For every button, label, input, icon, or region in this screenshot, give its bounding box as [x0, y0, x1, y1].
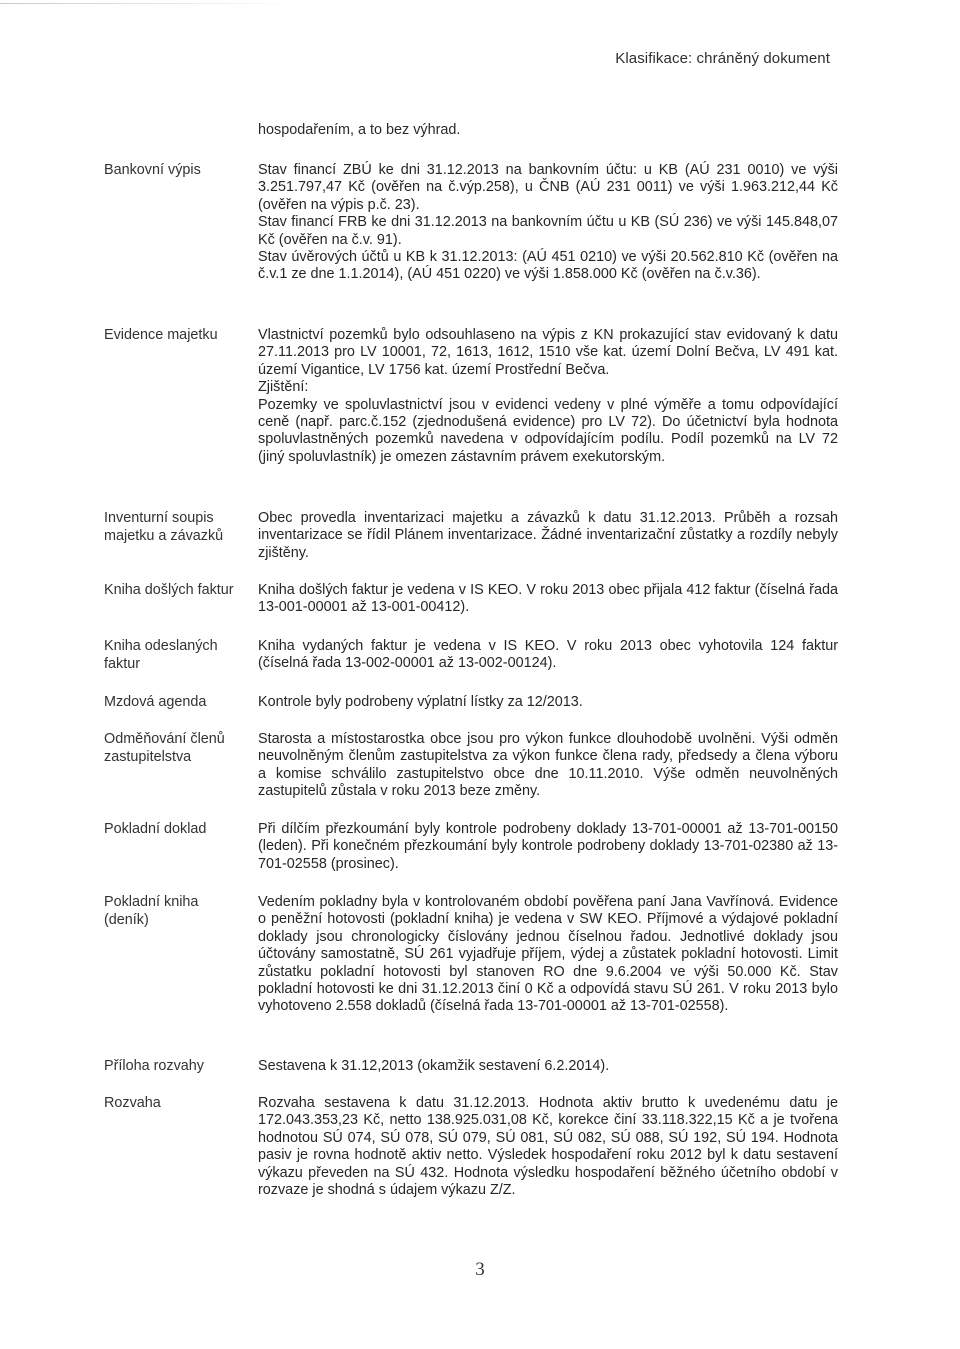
section-label: Kniha odeslaných faktur [104, 638, 218, 672]
paragraph: Rozvaha sestavena k datu 31.12.2013. Hodnota aktiv brutto k uvedenému datu je 172.043.353,23 Kč, netto 138.925.031,08 Kč, korekce činí 33.118.322,15 Kč a je tvořena hodnotou SÚ 074, SÚ 078, SÚ 079, SÚ 081, SÚ 082, SÚ 088, SÚ 192, SÚ 194. Hodnota pasiv je rovna hodnotě aktiv netto. Výsledek hospodaření roku 2012 byl k datu sestavení výkazu převeden na SÚ 432. Hodnota výsledku hospodaření běžného účetního období v rozvaze je shodná s údajem výkazu Z/Z. [258, 1095, 838, 1199]
section-body [258, 731, 838, 801]
paragraph: Obec provedla inventarizaci majetku a závazků k datu 31.12.2013. Průběh a rozsah inventarizace se řídil Plánem inventarizace. Žádné inventarizační zůstatky a rozdíly nebyly zjištěny. [258, 510, 838, 561]
scan-top-edge [0, 3, 300, 4]
classification-header: Klasifikace: chráněný dokument [615, 50, 830, 67]
section-label: Pokladní doklad [104, 821, 207, 837]
paragraph: Při dílčím přezkoumání byly kontrole podrobeny doklady 13-701-00001 až 13-701-00150 (leden). Při konečném přezkoumání byly kontrole podrobeny doklady 13-701-02380 až 13-701-02558 (prosinec). [258, 821, 838, 872]
paragraph: Stav financí FRB ke dni 31.12.2013 na bankovním účtu u KB (SÚ 236) ve výši 145.848,07 Kč (ověřen na č.v. 91). [258, 214, 838, 248]
section-body [258, 162, 838, 284]
section-label: Inventurní soupis majetku a závazků [104, 510, 224, 544]
continuation-text: hospodařením, a to bez výhrad. [258, 122, 461, 138]
paragraph: Vedením pokladny byla v kontrolovaném období pověřena paní Jana Vavřínová. Evidence o peněžní hotovosti (pokladní kniha) je vedena v SW KEO. Příjmové a výdajové pokladní doklady jsou chronologicky číslovány jednou číselnou řadou. Jednotlivé doklady jsou účtovány samostatně, SÚ 261 vyjadřuje příjem, výdej a zůstatek pokladní hotovosti. Limit zůstatku pokladní hotovosti byl stanoven RO dne 9.6.2004 ve výši 50.000 Kč. Stav pokladní hotovosti ke dni 31.12.2013 činí 0 Kč a odpovídá stavu SÚ 261. V roku 2013 bylo vyhotoveno 2.558 dokladů (číselná řada 13-701-00001 až 13-701-02558). [258, 894, 838, 1015]
paragraph: Starosta a místostarostka obce jsou pro výkon funkce dlouhodobě uvolněni. Výši odměn neuvolněným členům zastupitelstva za výkon funkce člena rady, předsedy a člena výboru a komise schválilo zastupitelstvo obce dne 10.11.2010. Výše odměn neuvolněných zastupitelů zůstala v roku 2013 beze změny. [258, 731, 838, 800]
paragraph: Vlastnictví pozemků bylo odsouhlaseno na výpis z KN prokazující stav evidovaný k datu 27.11.2013 pro LV 10001, 72, 1613, 1612, 1510 vše kat. území Dolní Bečva, LV 491 kat. území Vigantice, LV 1756 kat. území Prostřední Bečva. [258, 327, 838, 378]
paragraph: Pozemky ve spoluvlastnictví jsou v evidenci vedeny v plné výměře a tomu odpovídající ceně (např. parc.č.152 (zjednodušená evidence) pro LV 72). Do účetnictví byla hodnota spoluvlastněných pozemků navedena v odpovídajícím podílu. Podíl pozemků na LV 72 (jiný spoluvlastník) je omezen zástavním právem exekutorským. [258, 396, 838, 465]
section-body [258, 894, 838, 1016]
section-label: Kniha došlých faktur [104, 582, 234, 598]
section-body [258, 821, 838, 873]
paragraph: Sestavena k 31.12,2013 (okamžik sestavení 6.2.2014). [258, 1058, 610, 1074]
section-body [258, 582, 838, 617]
section-body [258, 694, 838, 711]
section-body [258, 1058, 838, 1075]
paragraph: Kontrole byly podrobeny výplatní lístky za 12/2013. [258, 694, 583, 710]
section-label: Rozvaha [104, 1095, 161, 1111]
section-label: Odměňování členů zastupitelstva [104, 731, 225, 765]
section-body [258, 638, 838, 673]
paragraph: Kniha vydaných faktur je vedena v IS KEO. V roku 2013 obec vyhotovila 124 faktur (číselná řada 13-002-00001 až 13-002-00124). [258, 638, 838, 672]
section-body [258, 510, 838, 562]
section-body [258, 327, 838, 466]
paragraph: Zjištění: [258, 379, 309, 396]
paragraph: Stav financí ZBÚ ke dni 31.12.2013 na bankovním účtu: u KB (AÚ 231 0010) ve výši 3.251.797,47 Kč (ověřen na č.výp.258), u ČNB (AÚ 231 0011) ve výši 1.963.212,44 Kč (ověřen na výpis p.č. 23). [258, 162, 838, 213]
section-label: Mzdová agenda [104, 694, 207, 710]
page-number: 3 [475, 1259, 485, 1280]
paragraph: Kniha došlých faktur je vedena v IS KEO. V roku 2013 obec přijala 412 faktur (číselná řada 13-001-00001 až 13-001-00412). [258, 582, 838, 616]
section-body [258, 1095, 838, 1199]
section-label: Pokladní kniha (deník) [104, 894, 199, 928]
section-label: Příloha rozvahy [104, 1058, 204, 1074]
section-label: Evidence majetku [104, 327, 218, 343]
paragraph: Stav úvěrových účtů u KB k 31.12.2013: (AÚ 451 0210) ve výši 20.562.810 Kč (ověřen na č.v.1 ze dne 1.1.2014), (AÚ 451 0220) ve výši 1.858.000 Kč (ověřen na č.v.36). [258, 249, 838, 283]
section-label: Bankovní výpis [104, 162, 201, 178]
